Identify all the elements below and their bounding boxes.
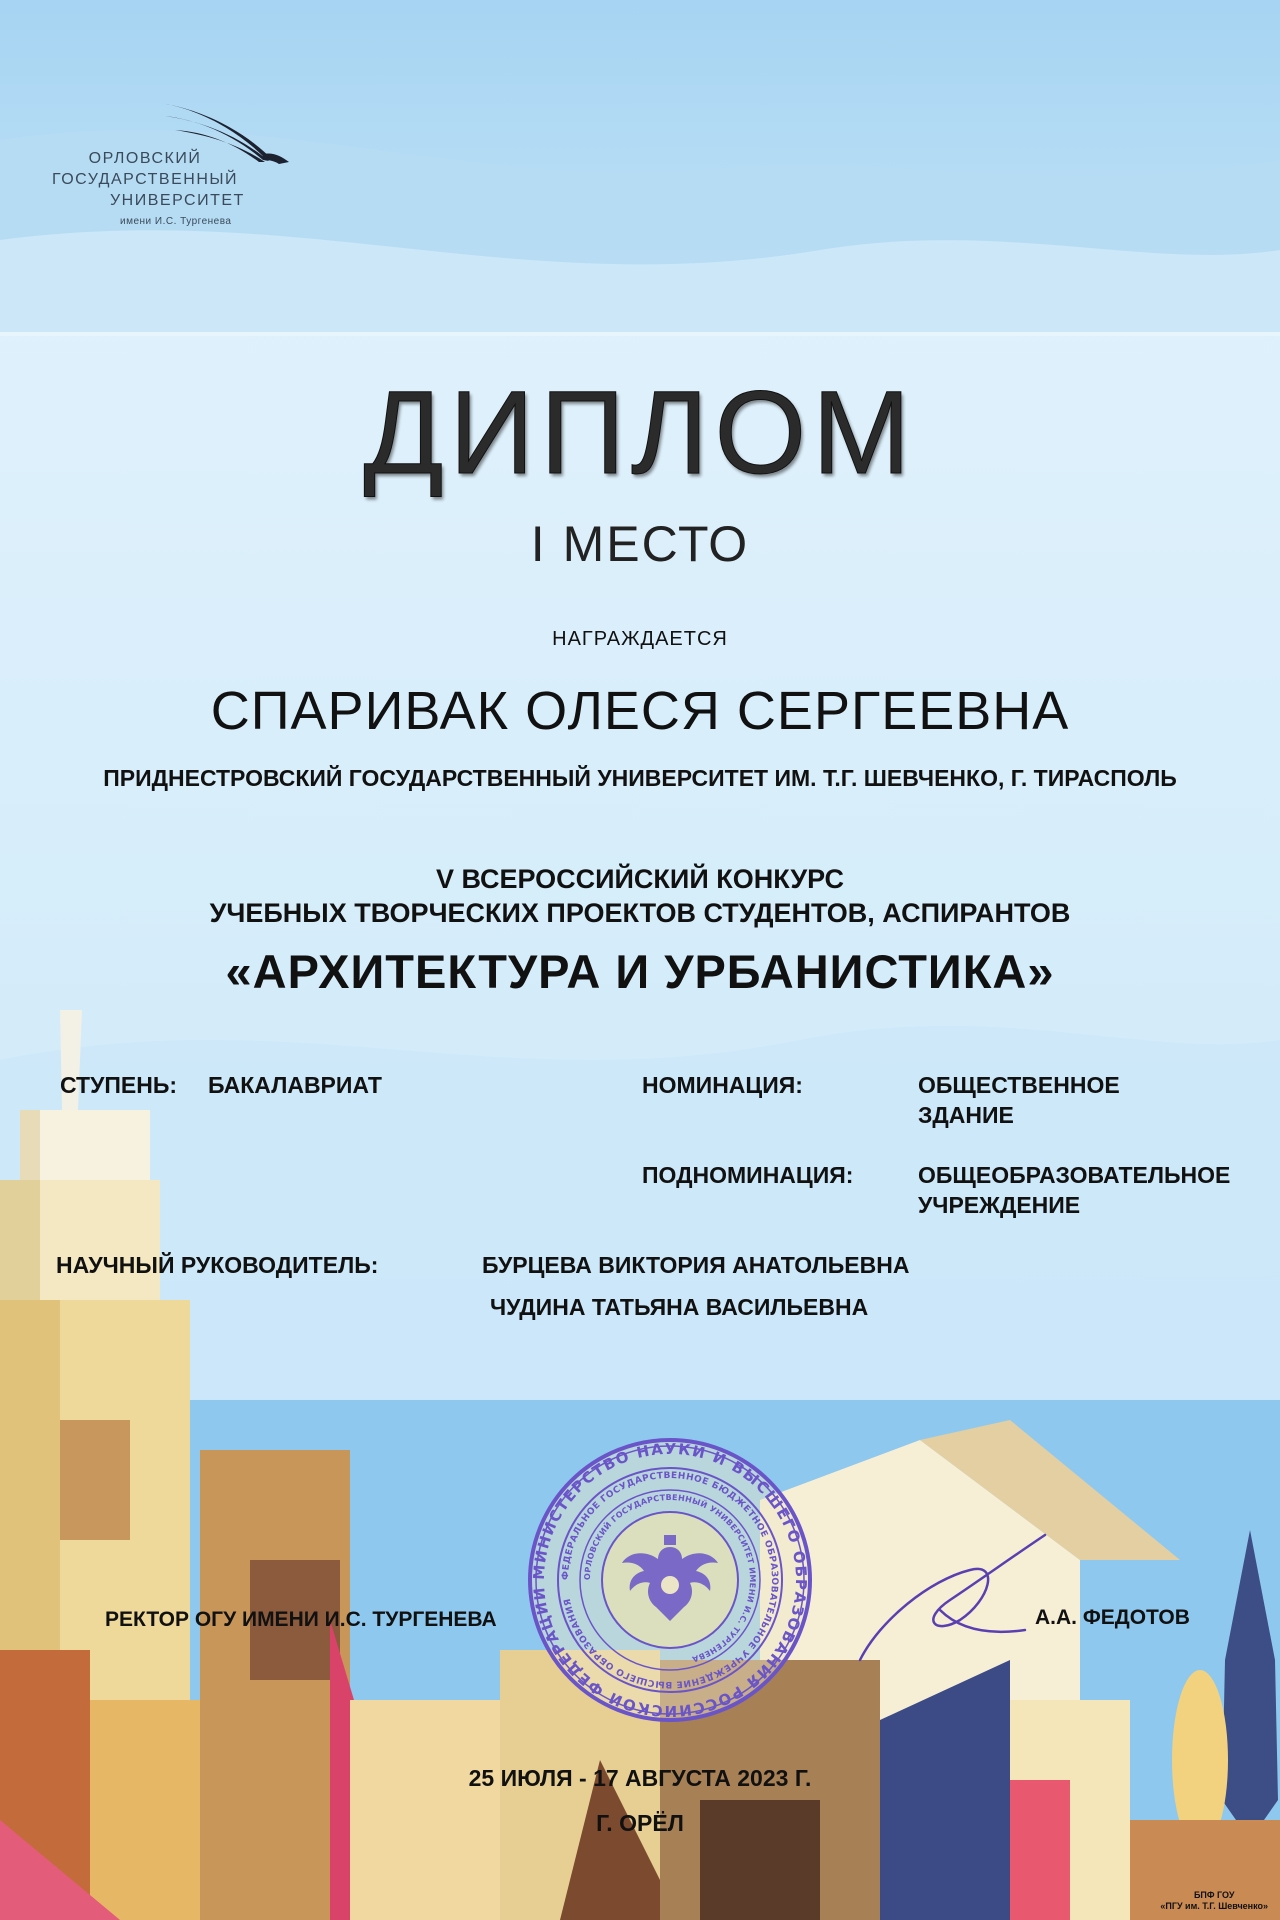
corner-stamp [1160,1890,1268,1912]
event-city: Г. ОРЁЛ [596,1810,684,1836]
diploma-title: ДИПЛОМ [363,367,917,499]
place-label: I МЕСТО [530,516,750,572]
subnomination-value [918,1160,1230,1220]
official-seal-icon [525,1435,815,1725]
university-logo-text [40,148,250,232]
logo-line-1: ОРЛОВСКИЙ [88,150,202,167]
subnomination-label: ПОДНОМИНАЦИЯ: [642,1162,854,1188]
subnomination-value-line-2: УЧРЕЖДЕНИЕ [918,1192,1081,1218]
rector-title: РЕКТОР ОГУ ИМЕНИ И.С. ТУРГЕНЕВА [105,1608,497,1631]
nomination-value [918,1070,1120,1130]
level-label: СТУПЕНЬ: [60,1072,178,1098]
nomination-label: НОМИНАЦИЯ: [642,1072,803,1098]
supervisor-1: БУРЦЕВА ВИКТОРИЯ АНАТОЛЬЕВНА [482,1252,910,1278]
supervisor-label: НАУЧНЫЙ РУКОВОДИТЕЛЬ: [56,1252,379,1278]
subnomination-value-line-1: ОБЩЕОБРАЗОВАТЕЛЬНОЕ [918,1162,1231,1188]
event-dates: 25 ИЮЛЯ - 17 АВГУСТА 2023 Г. [468,1765,812,1791]
contest-line-1: V ВСЕРОССИЙСКИЙ КОНКУРС [435,864,844,894]
logo-line-2: ГОСУДАРСТВЕННЫЙ [51,171,239,188]
awarded-label: НАГРАЖДАЕТСЯ [552,628,728,650]
recipient-name: СПАРИВАК ОЛЕСЯ СЕРГЕЕВНА [210,681,1070,741]
contest-name: «АРХИТЕКТУРА И УРБАНИСТИКА» [225,945,1055,998]
nomination-value-line-1: ОБЩЕСТВЕННОЕ [918,1072,1120,1098]
supervisor-2: ЧУДИНА ТАТЬЯНА ВАСИЛЬЕВНА [490,1294,869,1320]
rector-name: А.А. ФЕДОТОВ [1035,1606,1190,1629]
level-value: БАКАЛАВРИАТ [208,1072,382,1098]
corner-stamp-line-1: БПФ ГОУ [1193,1890,1235,1900]
seal-university-text: ОРЛОВСКИЙ ГОСУДАРСТВЕННЫЙ УНИВЕРСИТЕТ ИМЕНИ И.С. ТУРГЕНЕВА [582,1492,758,1664]
logo-line-3: УНИВЕРСИТЕТ [110,192,245,209]
seal-outer-text: МИНИСТЕРСТВО НАУКИ И ВЫСШЕГО ОБРАЗОВАНИЯ РОССИЙСКОЙ ФЕДЕРАЦИИ [529,1439,811,1721]
contest-line-2: УЧЕБНЫХ ТВОРЧЕСКИХ ПРОЕКТОВ СТУДЕНТОВ, АСПИРАНТОВ [209,898,1071,928]
rector-signature-icon [840,1530,1060,1680]
seal-inner-text: ФЕДЕРАЛЬНОЕ ГОСУДАРСТВЕННОЕ БЮДЖЕТНОЕ ОБРАЗОВАТЕЛЬНОЕ УЧРЕЖДЕНИЕ ВЫСШЕГО ОБРАЗОВАНИЯ [560,1470,780,1690]
nomination-value-line-2: ЗДАНИЕ [918,1102,1014,1128]
logo-line-4: имени И.С. Тургенева [120,216,232,227]
corner-stamp-line-2: «ПГУ им. Т.Г. Шевченко» [1160,1901,1268,1911]
recipient-university: ПРИДНЕСТРОВСКИЙ ГОСУДАРСТВЕННЫЙ УНИВЕРСИТЕТ ИМ. Т.Г. ШЕВЧЕНКО, Г. ТИРАСПОЛЬ [103,765,1177,791]
contest-description [0,862,1280,930]
